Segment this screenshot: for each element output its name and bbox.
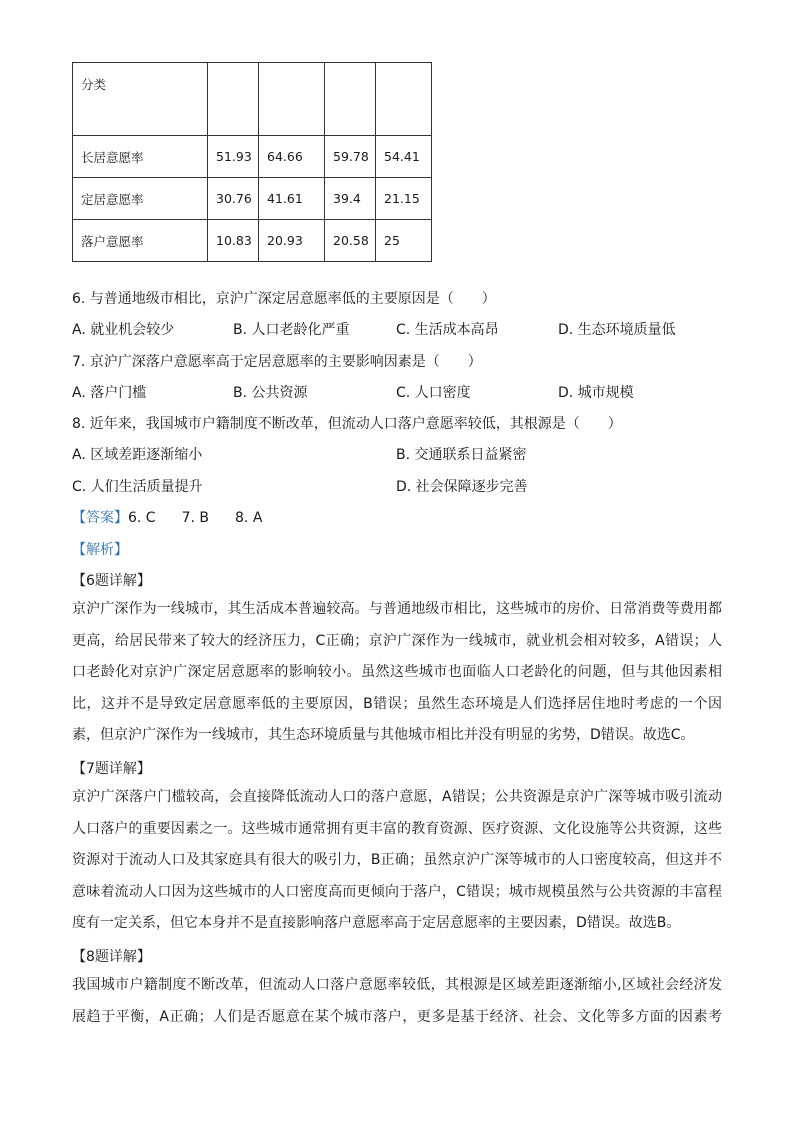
table-cell: 定居意愿率: [73, 178, 208, 220]
question-6-option-c: C. 生活成本高昂: [396, 322, 499, 338]
table-row: [73, 136, 432, 178]
table-cell: 20.58: [325, 220, 376, 262]
question-8-stem: 8. 近年来，我国城市户籍制度不断改革，但流动人口落户意愿率较低，其根源是（ ）: [72, 416, 622, 432]
table-cell: [208, 63, 259, 136]
table-cell: [259, 63, 325, 136]
question-6-option-a: A. 就业机会较少: [72, 322, 175, 338]
table-cell: 落户意愿率: [73, 220, 208, 262]
answer-line: [72, 507, 288, 527]
answer-value: 8. A: [235, 510, 263, 526]
question-6-option-b: B. 人口老龄化严重: [233, 322, 350, 338]
question-7-option-a: A. 落户门槛: [72, 385, 147, 401]
question-8-option-b: B. 交通联系日益紧密: [396, 447, 527, 463]
question-7-option-b: B. 公共资源: [233, 385, 308, 401]
table-cell: 分类: [73, 63, 208, 136]
question-8-option-d: D. 社会保障逐步完善: [396, 479, 528, 495]
table-row: [73, 220, 432, 262]
question-6-option-d: D. 生态环境质量低: [558, 322, 676, 338]
detail-7-body: [72, 782, 722, 940]
willingness-rate-table: [72, 62, 432, 262]
table-cell: [325, 63, 376, 136]
paragraph-line: 度有一定关系，但它本身并不是直接影响落户意愿率高于定居意愿率的主要因素，D错误。故选B。: [72, 915, 681, 932]
table-cell: 39.4: [325, 178, 376, 220]
answer-value: 7. B: [181, 510, 210, 526]
table-cell: 长居意愿率: [73, 136, 208, 178]
question-7-option-c: C. 人口密度: [396, 385, 471, 401]
table-cell: 41.61: [259, 178, 325, 220]
question-8-option-a: A. 区域差距逐渐缩小: [72, 447, 203, 463]
detail-8-body: [72, 970, 722, 1033]
paragraph-line: 人口落户的重要因素之一。这些城市通常拥有更丰富的教育资源、医疗资源、文化设施等公共资源，这些: [72, 820, 722, 837]
table-cell: [376, 63, 432, 136]
table-cell: 21.15: [376, 178, 432, 220]
table-cell: 64.66: [259, 136, 325, 178]
paragraph-line: 口老龄化对京沪广深定居意愿率的影响较小。虽然这些城市也面临人口老龄化的问题，但与其他因素相: [72, 664, 722, 681]
table-header-row: [73, 63, 432, 136]
table-cell: 51.93: [208, 136, 259, 178]
table-cell: 25: [376, 220, 432, 262]
paragraph-line: 素，但京沪广深作为一线城市，其生态环境质量与其他城市相比并没有明显的劣势，D错误。故选C。: [72, 727, 695, 744]
table-cell: 30.76: [208, 178, 259, 220]
paragraph-line: 我国城市户籍制度不断改革，但流动人口落户意愿率较低，其根源是区域差距逐渐缩小,区域社会经济发: [72, 977, 722, 993]
detail-8-heading: 【8题详解】: [72, 949, 151, 965]
paragraph-line: 展趋于平衡，A正确；人们是否愿意在某个城市落户，更多是基于经济、社会、文化等多方面的因素考: [72, 1008, 722, 1025]
table-cell: 59.78: [325, 136, 376, 178]
paragraph-line: 资源对于流动人口及其家庭具有很大的吸引力，B正确；虽然京沪广深等城市的人口密度较高，但这并不: [72, 852, 722, 869]
paragraph-line: 比，这并不是导致定居意愿率低的主要原因，B错误；虽然生态环境是人们选择居住地时考虑的一个因: [72, 695, 722, 712]
table-cell: 20.93: [259, 220, 325, 262]
answer-value: 6. C: [128, 510, 156, 526]
question-7-stem: 7. 京沪广深落户意愿率高于定居意愿率的主要影响因素是（ ）: [72, 354, 482, 370]
paragraph-line: 更高，给居民带来了较大的经济压力，C正确；京沪广深作为一线城市，就业机会相对较多，A错误；人: [72, 632, 722, 649]
detail-7-heading: 【7题详解】: [72, 761, 151, 777]
table-cell: 54.41: [376, 136, 432, 178]
table-row: [73, 178, 432, 220]
paragraph-line: 意味着流动人口因为这些城市的人口密度高而更倾向于落户，C错误；城市规模虽然与公共资源的丰富程: [72, 883, 722, 900]
detail-6-body: [72, 594, 722, 752]
question-8-option-c: C. 人们生活质量提升: [72, 479, 203, 495]
question-7-option-d: D. 城市规模: [558, 385, 634, 401]
paragraph-line: 京沪广深落户门槛较高，会直接降低流动人口的落户意愿，A错误；公共资源是京沪广深等城市吸引流动: [72, 789, 722, 805]
question-6-stem: 6. 与普通地级市相比，京沪广深定居意愿率低的主要原因是（ ）: [72, 291, 496, 307]
answer-label: 【答案】: [72, 510, 128, 526]
paragraph-line: 京沪广深作为一线城市，其生活成本普遍较高。与普通地级市相比，这些城市的房价、日常消费等费用都: [72, 601, 722, 617]
table-cell: 10.83: [208, 220, 259, 262]
detail-6-heading: 【6题详解】: [72, 573, 151, 589]
analysis-label: 【解析】: [72, 542, 128, 558]
